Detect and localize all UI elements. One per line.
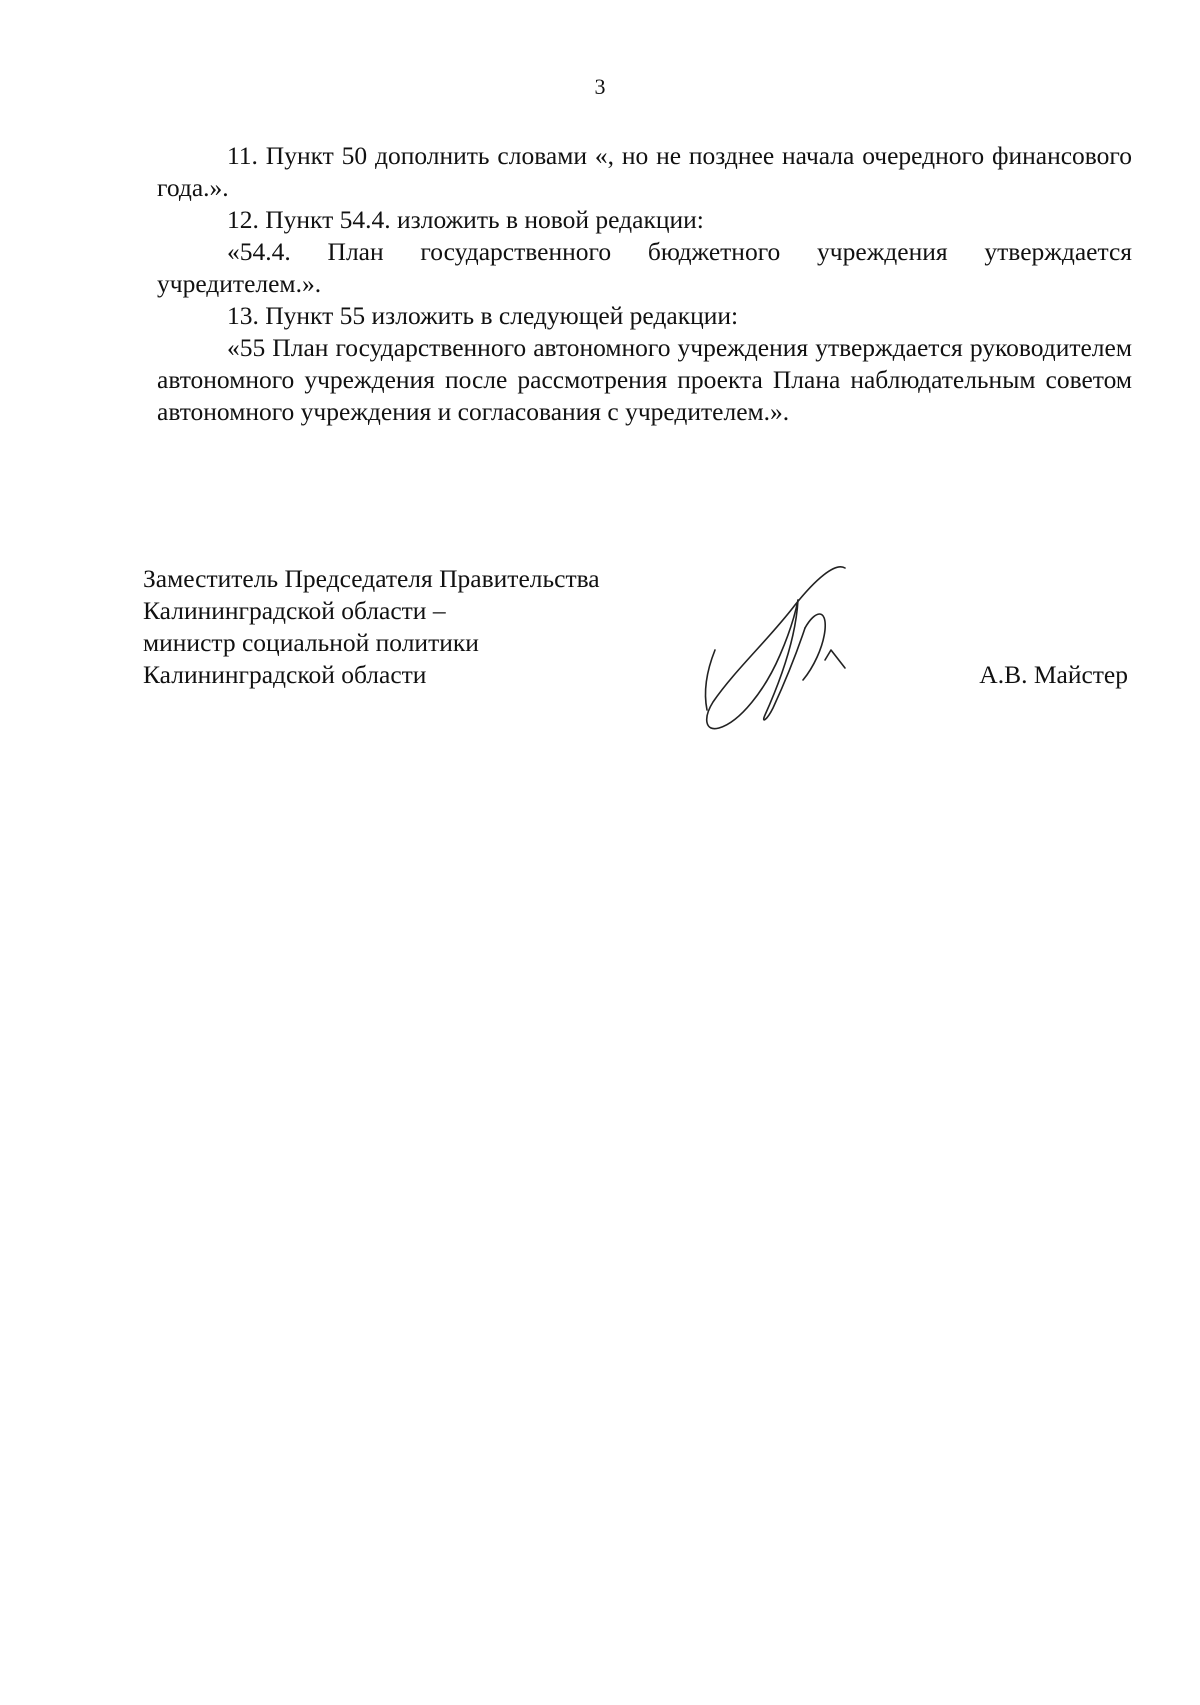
paragraph-quote-54-4: «54.4. План государственного бюджетного учреждения утверждается учредителем.».: [157, 237, 1132, 298]
page-number: 3: [594, 74, 606, 99]
paragraph-quote-55: «55 План государственного автономного учреждения утверждается руководителем автономного учреждения после рассмотрения проекта Плана наблюдательным советом автономного учреждения и согласования с учредителем.».: [157, 333, 1132, 426]
document-body: [157, 140, 1132, 428]
paragraph-item-12: 12. Пункт 54.4. изложить в новой редакции:: [227, 205, 704, 234]
paragraph-item-13: 13. Пункт 55 изложить в следующей редакции:: [227, 301, 739, 330]
position-line: Заместитель Председателя Правительства: [143, 564, 600, 593]
signatory-position: [143, 563, 703, 691]
signer-name: А.В. Майстер: [979, 660, 1128, 689]
handwritten-signature-icon: [695, 560, 865, 735]
paragraph-item-11: 11. Пункт 50 дополнить словами «, но не позднее начала очередного финансового года.».: [157, 141, 1132, 202]
position-line: министр социальной политики: [143, 628, 479, 657]
position-line: Калининградской области: [143, 660, 427, 689]
position-line: Калининградской области –: [143, 596, 446, 625]
